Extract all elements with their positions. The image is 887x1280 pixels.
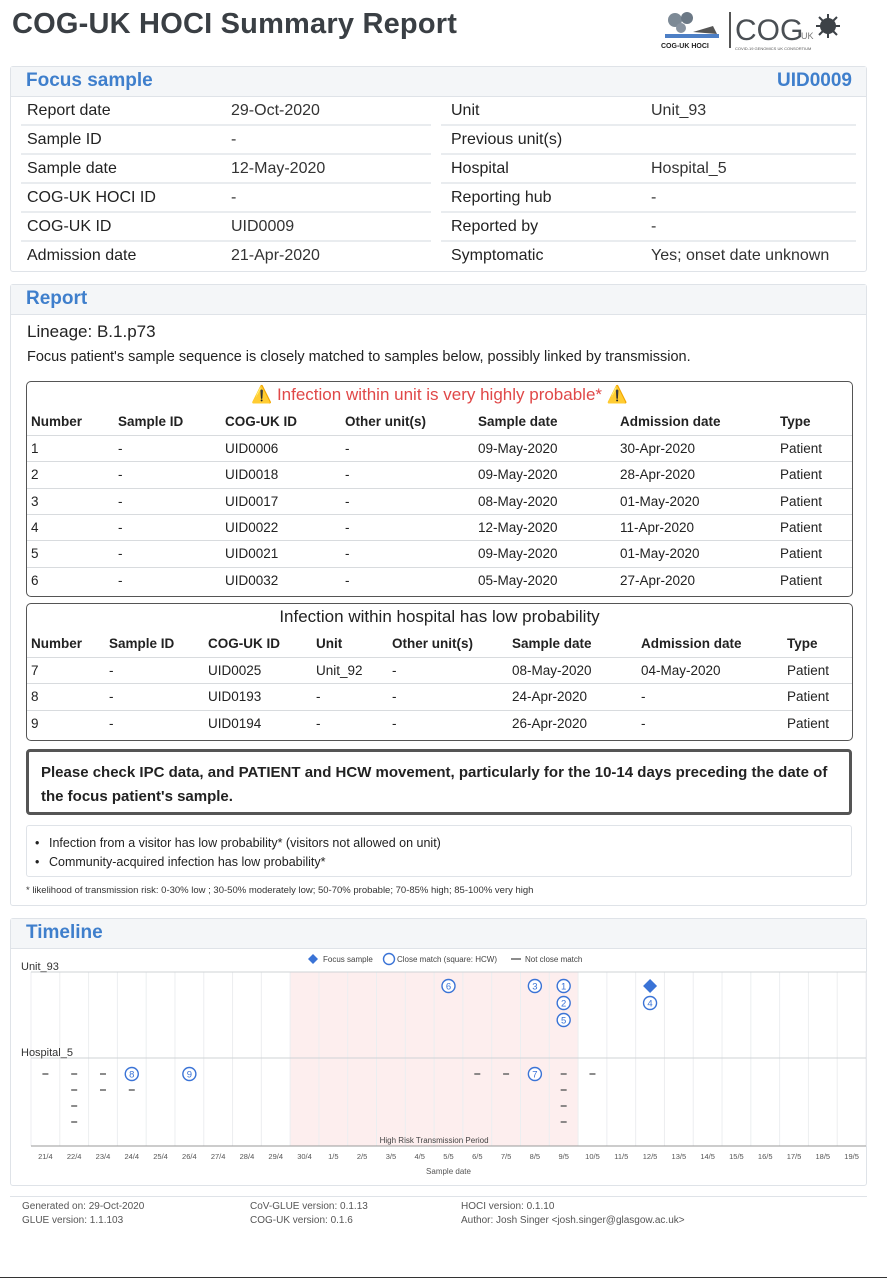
legend-focus-label: Focus sample bbox=[323, 955, 373, 964]
close-match-label: 8 bbox=[129, 1069, 135, 1081]
table-cell: UID0017 bbox=[225, 493, 279, 509]
x-tick-label: 5/5 bbox=[443, 1152, 454, 1161]
report-header-bar bbox=[11, 285, 866, 315]
close-match-label: 6 bbox=[445, 981, 452, 993]
generated-on: Generated on: 29-Oct-2020 bbox=[22, 1201, 145, 1212]
table-cell: UID0022 bbox=[225, 519, 279, 535]
focus-field-label: Symptomatic bbox=[451, 247, 544, 264]
x-tick-label: 8/5 bbox=[529, 1152, 541, 1161]
legend-focus-icon bbox=[308, 954, 318, 964]
cog-logo-text: COG bbox=[735, 14, 804, 47]
glue-version: GLUE version: 1.1.103 bbox=[22, 1215, 124, 1226]
focus-field-value: - bbox=[231, 189, 237, 206]
focus-field-row bbox=[441, 242, 856, 271]
legend-close-icon bbox=[384, 954, 395, 965]
table-cell: 30-Apr-2020 bbox=[620, 441, 696, 456]
legend-not-close-label: Not close match bbox=[525, 955, 583, 964]
table-cell: - bbox=[641, 689, 646, 705]
focus-field-value: - bbox=[231, 131, 237, 148]
table-cell: Patient bbox=[780, 546, 823, 562]
table-cell: 01-May-2020 bbox=[620, 546, 700, 562]
table-cell: - bbox=[118, 519, 123, 535]
timeline-chart bbox=[11, 949, 868, 1185]
focus-field-value: - bbox=[651, 189, 657, 206]
table-cell: - bbox=[641, 715, 646, 731]
table-row bbox=[27, 461, 852, 487]
author: Author: Josh Singer <josh.singer@glasgow.ac.uk> bbox=[461, 1215, 685, 1226]
table-header-row bbox=[27, 631, 852, 657]
table-cell: Patient bbox=[780, 467, 823, 483]
table-cell: 09-May-2020 bbox=[478, 546, 558, 562]
footer bbox=[10, 1196, 867, 1230]
x-tick-label: 9/5 bbox=[558, 1152, 569, 1161]
table-row bbox=[27, 435, 852, 461]
x-tick-label: 3/5 bbox=[385, 1152, 397, 1161]
focus-field-label: Previous unit(s) bbox=[451, 131, 563, 148]
focus-sample-card bbox=[10, 66, 867, 272]
covglue-version: CoV-GLUE version: 0.1.13 bbox=[250, 1201, 368, 1212]
table-row bbox=[27, 540, 852, 566]
table-cell: UID0193 bbox=[208, 689, 262, 705]
table-cell: - bbox=[345, 493, 350, 509]
table-cell: Patient bbox=[787, 689, 830, 705]
x-tick-label: 27/4 bbox=[210, 1152, 226, 1161]
cog-virus-icon bbox=[816, 14, 840, 38]
focus-field-row bbox=[21, 242, 431, 271]
x-tick-label: 11/5 bbox=[614, 1152, 629, 1161]
cog-uk-text: UK bbox=[801, 31, 814, 41]
table-cell: - bbox=[118, 546, 123, 562]
timeline-title: Timeline bbox=[26, 922, 103, 943]
column-header: Other unit(s) bbox=[345, 414, 426, 429]
table-header-row bbox=[27, 409, 852, 435]
close-match-label: 1 bbox=[561, 981, 567, 993]
table-row bbox=[27, 567, 852, 593]
bullet-dot: • bbox=[35, 855, 40, 869]
focus-field-row bbox=[21, 184, 431, 213]
table-cell: Patient bbox=[787, 663, 830, 678]
coguk-version: COG-UK version: 0.1.6 bbox=[250, 1215, 353, 1226]
column-header: COG-UK ID bbox=[225, 414, 297, 429]
focus-field-value: Yes; onset date unknown bbox=[651, 247, 830, 264]
table-cell: 04-May-2020 bbox=[641, 663, 721, 678]
x-tick-label: 24/4 bbox=[124, 1152, 140, 1161]
table-cell: - bbox=[345, 441, 350, 456]
table-cell: 08-May-2020 bbox=[478, 493, 558, 509]
unit-probability-table bbox=[26, 381, 853, 597]
x-tick-label: 19/5 bbox=[844, 1152, 859, 1161]
focus-field-row bbox=[21, 213, 431, 242]
table-cell: 09-May-2020 bbox=[478, 467, 558, 483]
table-row bbox=[27, 514, 852, 540]
column-header: Number bbox=[31, 636, 83, 651]
x-tick-label: 18/5 bbox=[815, 1152, 831, 1161]
focus-field-label: Hospital bbox=[451, 160, 509, 177]
x-tick-label: 21/4 bbox=[38, 1152, 53, 1161]
table-cell: 9 bbox=[31, 715, 39, 731]
focus-field-row bbox=[21, 155, 431, 184]
focus-sample-marker bbox=[643, 979, 657, 993]
table-cell: 7 bbox=[31, 663, 39, 678]
x-tick-label: 1/5 bbox=[328, 1152, 339, 1161]
column-header: Other unit(s) bbox=[392, 636, 473, 651]
focus-field-value: Hospital_5 bbox=[651, 160, 727, 177]
report-title: Report bbox=[26, 288, 88, 309]
close-match-label: 5 bbox=[561, 1015, 567, 1027]
table-cell: UID0025 bbox=[208, 663, 262, 678]
table-cell: 09-May-2020 bbox=[478, 441, 558, 456]
focus-field-label: Unit bbox=[451, 102, 480, 119]
focus-field-label: Sample date bbox=[27, 160, 117, 177]
focus-sample-header bbox=[11, 67, 866, 97]
x-tick-label: 6/5 bbox=[472, 1152, 483, 1161]
column-header: Unit bbox=[316, 636, 343, 651]
table-cell: - bbox=[118, 467, 123, 483]
table-cell: Patient bbox=[780, 441, 823, 456]
focus-field-row bbox=[441, 184, 856, 213]
table-cell: - bbox=[118, 572, 123, 588]
hospital-probability-table bbox=[26, 603, 853, 741]
column-header: Admission date bbox=[620, 414, 721, 429]
x-tick-label: 28/4 bbox=[239, 1152, 255, 1161]
column-header: Sample ID bbox=[118, 414, 184, 429]
table-cell: - bbox=[392, 689, 397, 705]
x-tick-label: 17/5 bbox=[786, 1152, 802, 1161]
focus-sample-title: Focus sample bbox=[26, 70, 153, 91]
high-risk-label: High Risk Transmission Period bbox=[379, 1136, 489, 1145]
table-cell: - bbox=[345, 572, 350, 588]
close-match-label: 4 bbox=[647, 998, 653, 1010]
column-header: Sample ID bbox=[109, 636, 175, 651]
focus-field-row bbox=[441, 126, 856, 155]
x-tick-label: 16/5 bbox=[757, 1152, 773, 1161]
table-cell: 3 bbox=[31, 493, 39, 509]
page-divider bbox=[0, 1277, 887, 1278]
focus-field-row bbox=[441, 97, 856, 126]
column-header: Sample date bbox=[478, 414, 558, 429]
column-header: Type bbox=[787, 636, 818, 651]
x-tick-label: 7/5 bbox=[500, 1152, 512, 1161]
report-card bbox=[10, 284, 867, 906]
unit-table-title bbox=[27, 385, 852, 405]
bullet-text: Infection from a visitor has low probability* (visitors not allowed on unit) bbox=[49, 836, 441, 850]
hoci-version: HOCI version: 0.1.10 bbox=[461, 1201, 555, 1212]
table-cell: 27-Apr-2020 bbox=[620, 572, 696, 588]
focus-field-value: 29-Oct-2020 bbox=[231, 102, 320, 119]
unit-table-title-text: Infection within unit is very highly probable* bbox=[276, 385, 603, 404]
focus-field-label: Reporting hub bbox=[451, 189, 552, 206]
column-header: Sample date bbox=[512, 636, 592, 651]
table-cell: Patient bbox=[780, 519, 823, 535]
table-cell: Patient bbox=[787, 715, 830, 731]
timeline-card bbox=[10, 918, 867, 1186]
focus-field-value: - bbox=[651, 218, 657, 235]
focus-field-label: Report date bbox=[27, 102, 111, 119]
logo-divider bbox=[729, 12, 731, 48]
column-header: COG-UK ID bbox=[208, 636, 280, 651]
focus-field-value: 21-Apr-2020 bbox=[231, 247, 320, 264]
table-row bbox=[27, 657, 852, 683]
focus-field-value: 12-May-2020 bbox=[231, 160, 326, 177]
focus-field-value: UID0009 bbox=[231, 218, 295, 235]
table-cell: - bbox=[316, 689, 321, 705]
focus-field-label: Reported by bbox=[451, 218, 539, 235]
x-tick-label: 29/4 bbox=[268, 1152, 284, 1161]
table-cell: 4 bbox=[31, 519, 39, 535]
table-cell: 6 bbox=[31, 572, 39, 588]
table-cell: 8 bbox=[31, 689, 39, 705]
ipc-notice: Please check IPC data, and PATIENT and HCW movement, particularly for the 10-14 days preceding the date of the focus patient's sample. bbox=[26, 749, 852, 815]
table-cell: UID0006 bbox=[225, 441, 279, 456]
cog-sub-text: COVID-19 GENOMICS UK CONSORTIUM bbox=[735, 46, 812, 51]
table-cell: 01-May-2020 bbox=[620, 493, 700, 509]
table-cell: - bbox=[109, 663, 114, 678]
table-cell: 1 bbox=[31, 441, 39, 456]
table-cell: - bbox=[392, 715, 397, 731]
close-match-label: 9 bbox=[186, 1069, 193, 1081]
x-tick-label: 25/4 bbox=[153, 1152, 168, 1161]
table-cell: 2 bbox=[31, 467, 39, 483]
column-header: Admission date bbox=[641, 636, 742, 651]
table-cell: UID0021 bbox=[225, 546, 279, 562]
table-cell: Unit_92 bbox=[316, 663, 363, 678]
close-match-label: 7 bbox=[532, 1069, 538, 1081]
table-cell: 26-Apr-2020 bbox=[512, 715, 588, 731]
table-cell: - bbox=[345, 519, 350, 535]
table-cell: Patient bbox=[780, 493, 823, 509]
probability-bullets bbox=[26, 825, 852, 877]
x-axis-label: Sample date bbox=[426, 1167, 471, 1176]
table-row bbox=[27, 683, 852, 709]
table-cell: - bbox=[109, 715, 114, 731]
table-cell: UID0032 bbox=[225, 572, 279, 588]
focus-uid: UID0009 bbox=[777, 70, 852, 91]
table-row bbox=[27, 710, 852, 736]
table-cell: Patient bbox=[780, 572, 823, 588]
hospital-table-title: Infection within hospital has low probability bbox=[279, 607, 600, 626]
table-cell: UID0194 bbox=[208, 715, 262, 731]
focus-field-row bbox=[21, 126, 431, 155]
table-cell: 5 bbox=[31, 546, 39, 562]
timeline-header bbox=[11, 919, 866, 949]
focus-field-row bbox=[441, 155, 856, 184]
cog-uk-hoci-logo bbox=[653, 8, 873, 52]
focus-field-label: Admission date bbox=[27, 247, 137, 264]
table-cell: 24-Apr-2020 bbox=[512, 689, 588, 705]
bullet-dot: • bbox=[35, 836, 40, 850]
table-cell: 12-May-2020 bbox=[478, 519, 558, 535]
x-tick-label: 26/4 bbox=[182, 1152, 197, 1161]
focus-field-label: Sample ID bbox=[27, 131, 102, 148]
x-tick-label: 30/4 bbox=[297, 1152, 312, 1161]
table-cell: - bbox=[392, 663, 397, 678]
focus-field-value: Unit_93 bbox=[651, 102, 707, 119]
x-tick-label: 15/5 bbox=[729, 1152, 744, 1161]
table-cell: - bbox=[118, 493, 123, 509]
column-header: Type bbox=[780, 414, 811, 429]
column-header: Number bbox=[31, 414, 83, 429]
row-label-hospital: Hospital_5 bbox=[21, 1047, 73, 1059]
hoci-virus-icon bbox=[665, 12, 719, 38]
x-tick-label: 14/5 bbox=[700, 1152, 715, 1161]
table-cell: - bbox=[118, 441, 123, 456]
table-cell: - bbox=[316, 715, 321, 731]
x-tick-label: 10/5 bbox=[585, 1152, 600, 1161]
x-tick-label: 22/4 bbox=[66, 1152, 82, 1161]
bullet-text: Community-acquired infection has low probability* bbox=[49, 855, 326, 869]
x-tick-label: 13/5 bbox=[671, 1152, 687, 1161]
close-match-label: 2 bbox=[561, 998, 567, 1010]
lineage: Lineage: B.1.p73 bbox=[27, 322, 156, 341]
table-cell: 11-Apr-2020 bbox=[620, 519, 695, 535]
row-label-unit: Unit_93 bbox=[21, 961, 59, 973]
legend-close-label: Close match (square: HCW) bbox=[397, 955, 498, 964]
table-cell: - bbox=[345, 467, 350, 483]
table-cell: 05-May-2020 bbox=[478, 572, 558, 588]
table-cell: - bbox=[345, 546, 350, 562]
focus-field-row bbox=[21, 97, 431, 126]
warning-icon: ⚠️ bbox=[606, 385, 628, 404]
focus-field-label: COG-UK ID bbox=[27, 218, 112, 235]
x-tick-label: 4/5 bbox=[414, 1152, 425, 1161]
focus-field-label: COG-UK HOCI ID bbox=[27, 189, 156, 206]
x-tick-label: 2/5 bbox=[356, 1152, 368, 1161]
table-row bbox=[27, 488, 852, 514]
table-cell: UID0018 bbox=[225, 467, 279, 483]
report-description: Focus patient's sample sequence is closely matched to samples below, possibly linked by transmission. bbox=[27, 349, 691, 365]
focus-field-row bbox=[441, 213, 856, 242]
warning-icon: ⚠️ bbox=[251, 385, 273, 404]
table-cell: - bbox=[109, 689, 114, 705]
x-tick-label: 12/5 bbox=[642, 1152, 658, 1161]
x-tick-label: 23/4 bbox=[95, 1152, 111, 1161]
table-cell: 28-Apr-2020 bbox=[620, 467, 696, 483]
page-title: COG-UK HOCI Summary Report bbox=[12, 8, 458, 40]
logos bbox=[653, 8, 873, 52]
bullet-item bbox=[35, 836, 441, 850]
table-cell: 08-May-2020 bbox=[512, 663, 592, 678]
bullet-item bbox=[35, 855, 326, 869]
report-header bbox=[0, 0, 887, 60]
hoci-logo-text: COG-UK HOCI bbox=[661, 43, 709, 50]
likelihood-footnote: * likelihood of transmission risk: 0-30% low ; 30-50% moderately low; 50-70% probable; 70-85% high; 85-100% very high bbox=[26, 885, 534, 896]
close-match-label: 3 bbox=[532, 981, 538, 993]
